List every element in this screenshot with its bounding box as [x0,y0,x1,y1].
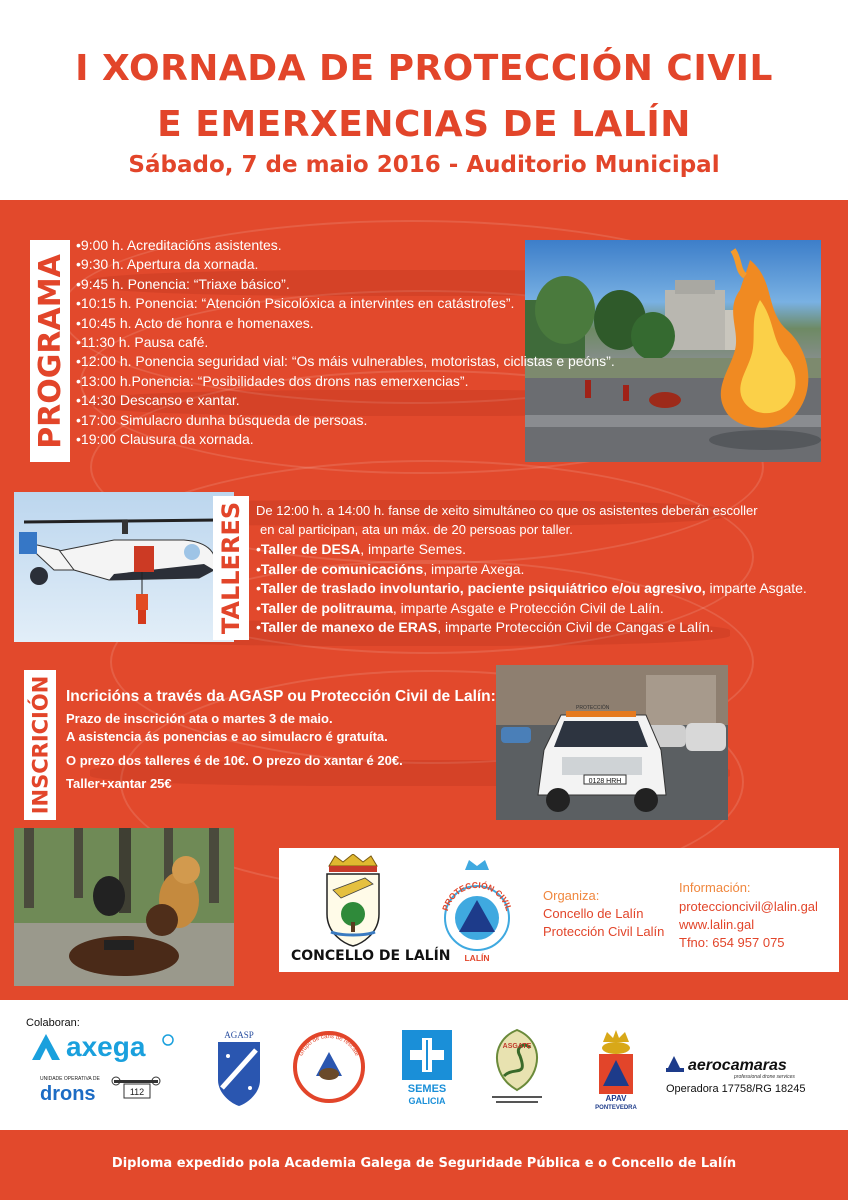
list-item: • 11:30 h. Pausa café. [76,333,615,352]
concello-lalin-coat-of-arms-icon [321,854,385,948]
drons-number: 112 [129,1087,145,1097]
programa-label: PROGRAMA [32,253,68,449]
talleres-label-box [213,496,249,640]
apav-line1: APAV [605,1094,627,1103]
footer-diploma-text: Diploma expedido pola Academia Galega de Seguridade Pública e o Concello de Lalín [111,1156,737,1171]
car-plate: 0128 HRH [588,778,622,785]
helicopter-photo [14,492,234,642]
talleres-list [256,540,807,638]
dogs-illustration [14,828,234,986]
agasp-text: AGASP [224,1030,254,1040]
list-item: • Taller de politrauma, imparte Asgate e Protección Civil de Lalín. [256,599,807,619]
organiza-line2: Protección Civil Lalín [543,924,665,939]
organiza-box [279,848,839,972]
cans-ring-text: Grupo de cans de rescate [298,1033,360,1058]
asgate-logo [484,1026,550,1106]
talleres-intro [256,502,758,539]
contact-email[interactable]: proteccioncivil@lalin.gal [679,899,818,914]
concello-name: CONCELLO DE LALÍN [291,948,451,964]
aerocamaras-wordmark: aerocamaras [688,1057,787,1074]
organiza-label: Organiza: [543,888,600,903]
car-badge-text: PROTECCIÓN [576,705,610,711]
inscricion-line: A asistencia ás ponencias e ao simulacro é gratuíta. [66,729,388,744]
semes-galicia-logo [400,1030,454,1106]
event-date-venue: Sábado, 7 de maio 2016 - Auditorio Municipal [128,152,720,178]
list-item: • 9:00 h. Acreditacións asistentes. [76,236,615,255]
semes-line2: GALICIA [408,1096,446,1106]
grupo-cans-rescate-logo [290,1030,368,1104]
list-item: • 10:15 h. Ponencia: “Atención Psicolóxica a intervintes en catástrofes”. [76,294,615,313]
rescue-dogs-photo [14,828,234,986]
drons-wordmark: drons [40,1083,96,1105]
list-item: • Taller de manexo de ERAS, imparte Protección Civil de Cangas e Lalín. [256,618,807,638]
list-item: • 10:45 h. Acto de honra e homenaxes. [76,314,615,333]
page-title-line2: E EMERXENCIAS DE LALÍN [157,104,691,145]
helicopter-illustration [14,492,234,642]
inscricion-line: Prazo de inscrición ata o martes 3 de maio. [66,711,333,726]
pc-badge-bottom-text: LALÍN [464,953,490,963]
header [0,0,848,200]
colaboran-label: Colaboran: [26,1017,80,1029]
list-item: • 19:00 Clausura da xornada. [76,430,615,449]
proteccion-civil-lalin-emblem-icon [439,856,515,968]
inscricion-label: INSCRICIÓN [28,675,52,815]
contact-phone: Tfno: 654 957 075 [679,935,785,950]
list-item: • 12:00 h. Ponencia seguridad vial: “Os máis vulnerables, motoristas, ciclistas e peóns”. [76,352,615,371]
aerocamaras-logo [664,1054,824,1096]
programa-list [76,236,615,449]
list-item: • 9:45 h. Ponencia: “Triaxe básico”. [76,275,615,294]
agasp-shield-logo [214,1028,264,1108]
apav-pontevedra-logo [595,1028,637,1110]
list-item: • 13:00 h.Ponencia: “Posibilidades dos drons nas emerxencias”. [76,372,615,391]
asgate-text: ASGATE [502,1043,532,1050]
inscricion-line: O prezo dos talleres é de 10€. O prezo do xantar é 20€. [66,753,403,768]
programa-label-box [30,240,70,462]
informacion-label: Información: [679,880,751,895]
semes-line1: SEMES [407,1083,447,1095]
footer [0,1130,848,1200]
page-title-line1: I XORNADA DE PROTECCIÓN CIVIL [75,48,773,89]
talleres-intro-line2: en cal participan, ata un máx. de 20 persoas por taller. [260,521,573,537]
list-item: • Taller de comunicacións, imparte Axega. [256,560,807,580]
pc-badge-top-text: PROTECCIÓN CIVIL [439,879,515,913]
list-item: • Taller de DESA, imparte Semes. [256,540,807,560]
inscricion-label-box [24,670,56,820]
axega-logo [28,1030,178,1064]
list-item: • 9:30 h. Apertura da xornada. [76,255,615,274]
aerocamaras-tagline: professional drone services [734,1074,795,1080]
organiza-line1: Concello de Lalín [543,906,644,921]
list-item: • 17:00 Simulacro dunha búsqueda de persoas. [76,411,615,430]
aerocamaras-operator: Operadora 17758/RG 18245 [666,1083,806,1095]
inscricion-line: Taller+xantar 25€ [66,776,172,791]
list-item: • Taller de traslado involuntario, paciente psiquiátrico e/ou agresivo, imparte Asgate. [256,579,807,599]
talleres-label: TALLERES [217,501,246,635]
axega-wordmark: axega [66,1031,146,1062]
contact-website[interactable]: www.lalin.gal [679,917,755,932]
talleres-intro-line1: De 12:00 h. a 14:00 h. fanse de xeito simultáneo co que os asistentes deberán escoller [256,503,758,518]
list-item: • 14:30 Descanso e xantar. [76,391,615,410]
protection-civil-car-photo [496,665,728,820]
car-illustration [496,665,728,820]
drons-112-logo [40,1072,170,1106]
drons-top-text: UNIDADE OPERATIVA DE [40,1076,100,1082]
apav-line2: PONTEVEDRA [595,1105,637,1110]
inscricion-heading: Incricións a través da AGASP ou Protección Civil de Lalín: [66,688,496,705]
